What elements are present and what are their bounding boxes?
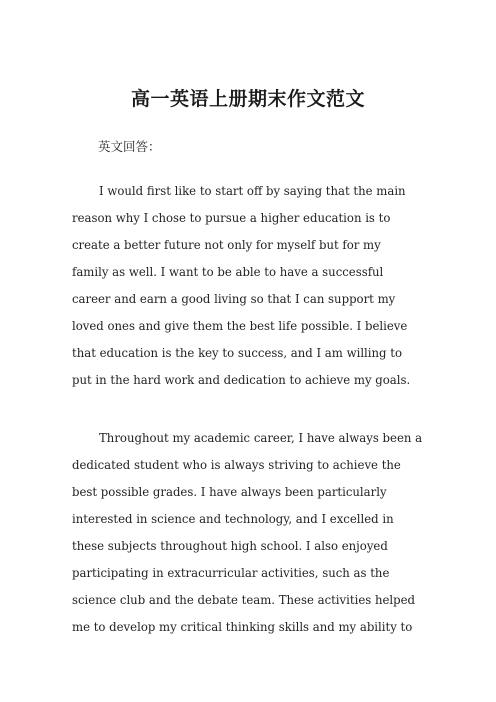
section-label: 英文回答： <box>98 139 161 154</box>
paragraph-line: interested in science and technology, and I excelled in <box>72 512 394 526</box>
paragraph-line: career and earn a good living so that I can support my <box>72 292 396 306</box>
paragraph-line: participating in extracurricular activities, such as the <box>72 566 390 580</box>
paragraph-line: Throughout my academic career, I have always been a <box>99 431 423 445</box>
paragraph-line: I would first like to start off by saying that the main <box>99 184 406 198</box>
paragraph-line: create a better future not only for myself but for my <box>72 238 381 252</box>
paragraph-line: that education is the key to success, and I am willing to <box>72 346 402 360</box>
paragraph-line: these subjects throughout high school. I also enjoyed <box>72 539 388 553</box>
paragraph-line: best possible grades. I have always been particularly <box>72 485 387 499</box>
paragraph-1 <box>72 178 432 394</box>
paragraph-line: me to develop my critical thinking skills and my ability to <box>72 620 413 634</box>
paragraph-line: put in the hard work and dedication to achieve my goals. <box>72 373 411 387</box>
document-title: 高一英语上册期末作文范文 <box>130 88 365 110</box>
paragraph-line: science club and the debate team. These activities helped <box>72 593 416 607</box>
paragraph-line: dedicated student who is always striving to achieve the <box>72 458 401 472</box>
paragraph-2 <box>72 425 432 641</box>
paragraph-line: reason why I chose to pursue a higher education is to <box>72 211 391 225</box>
paragraph-line: loved ones and give them the best life possible. I believe <box>72 319 408 333</box>
paragraph-line: family as well. I want to be able to have a successful <box>72 265 384 279</box>
